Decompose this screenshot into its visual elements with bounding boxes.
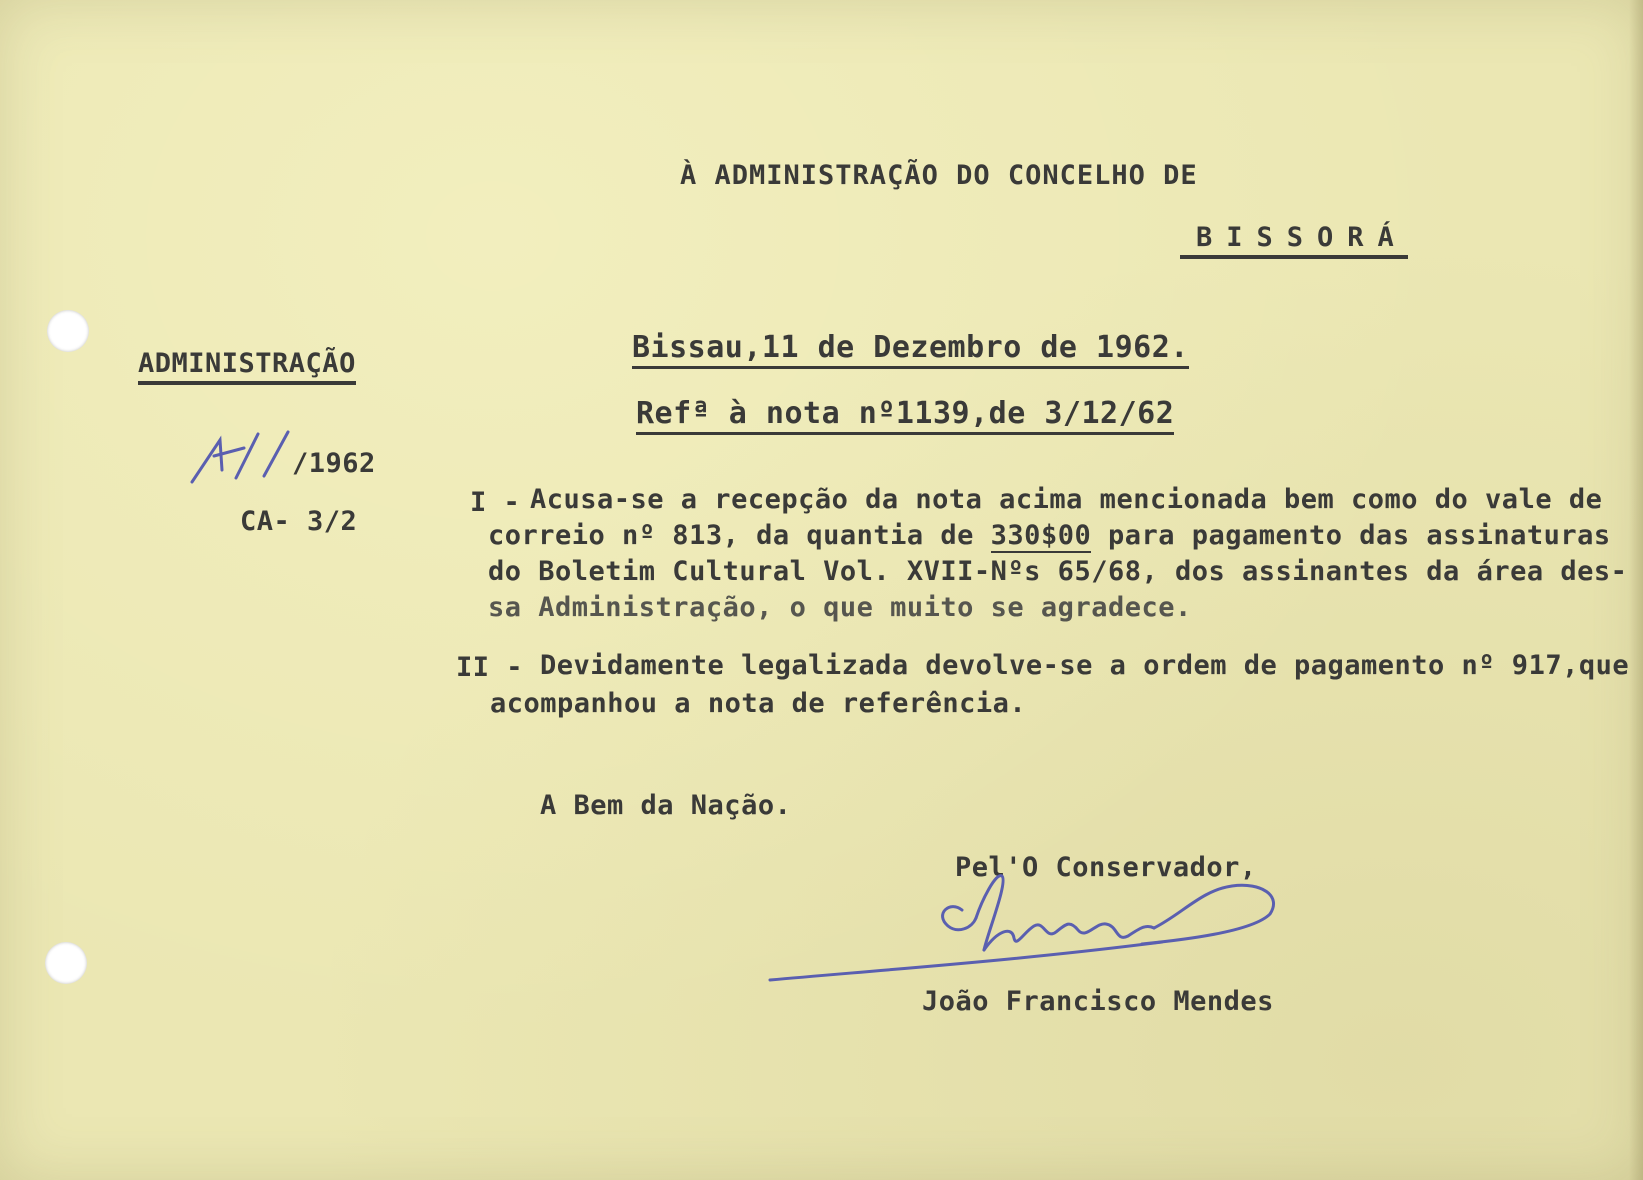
- punch-hole-bottom: [45, 942, 87, 984]
- paragraph-line: do Boletim Cultural Vol. XVII-Nºs 65/68, dos assinantes da área des-: [488, 556, 1628, 587]
- addressee-line: À ADMINISTRAÇÃO DO CONCELHO DE: [680, 160, 1198, 191]
- paragraph-line: Acusa-se a recepção da nota acima mencionada bem como do vale de: [530, 484, 1603, 515]
- paragraph-line: sa Administração, o que muito se agradece.: [488, 592, 1192, 623]
- amount-value: 330$00: [990, 520, 1092, 551]
- signoff-line: Pel'O Conservador,: [955, 852, 1257, 883]
- handwritten-reference-number: [186, 412, 296, 492]
- paragraph-line: acompanhou a nota de referência.: [490, 688, 1027, 719]
- signer-name: João Francisco Mendes: [922, 986, 1274, 1017]
- reference-code: CA- 3/2: [240, 506, 358, 537]
- paragraph-number: II -: [456, 652, 524, 683]
- paragraph-line: Devidamente legalizada devolve-se a ordem de pagamento nº 917,que: [540, 650, 1630, 681]
- reference-year: /1962: [292, 448, 376, 479]
- signature: [762, 870, 1302, 990]
- paragraph-text: correio nº 813, da quantia de: [488, 520, 991, 551]
- paragraph-number: I -: [470, 487, 521, 518]
- paragraph-text: para pagamento das assinaturas: [1091, 520, 1611, 551]
- department-label: ADMINISTRAÇÃO: [138, 348, 356, 385]
- closing-salutation: A Bem da Nação.: [540, 790, 792, 821]
- reference-line: Refª à nota nº1139,de 3/12/62: [636, 396, 1174, 435]
- punch-hole-top: [47, 310, 89, 352]
- paper-edge-shadow: [1629, 0, 1643, 1180]
- paragraph-line: [488, 520, 1611, 551]
- date-line: Bissau,11 de Dezembro de 1962.: [632, 330, 1189, 369]
- addressee-place: BISSORÁ: [1180, 222, 1408, 259]
